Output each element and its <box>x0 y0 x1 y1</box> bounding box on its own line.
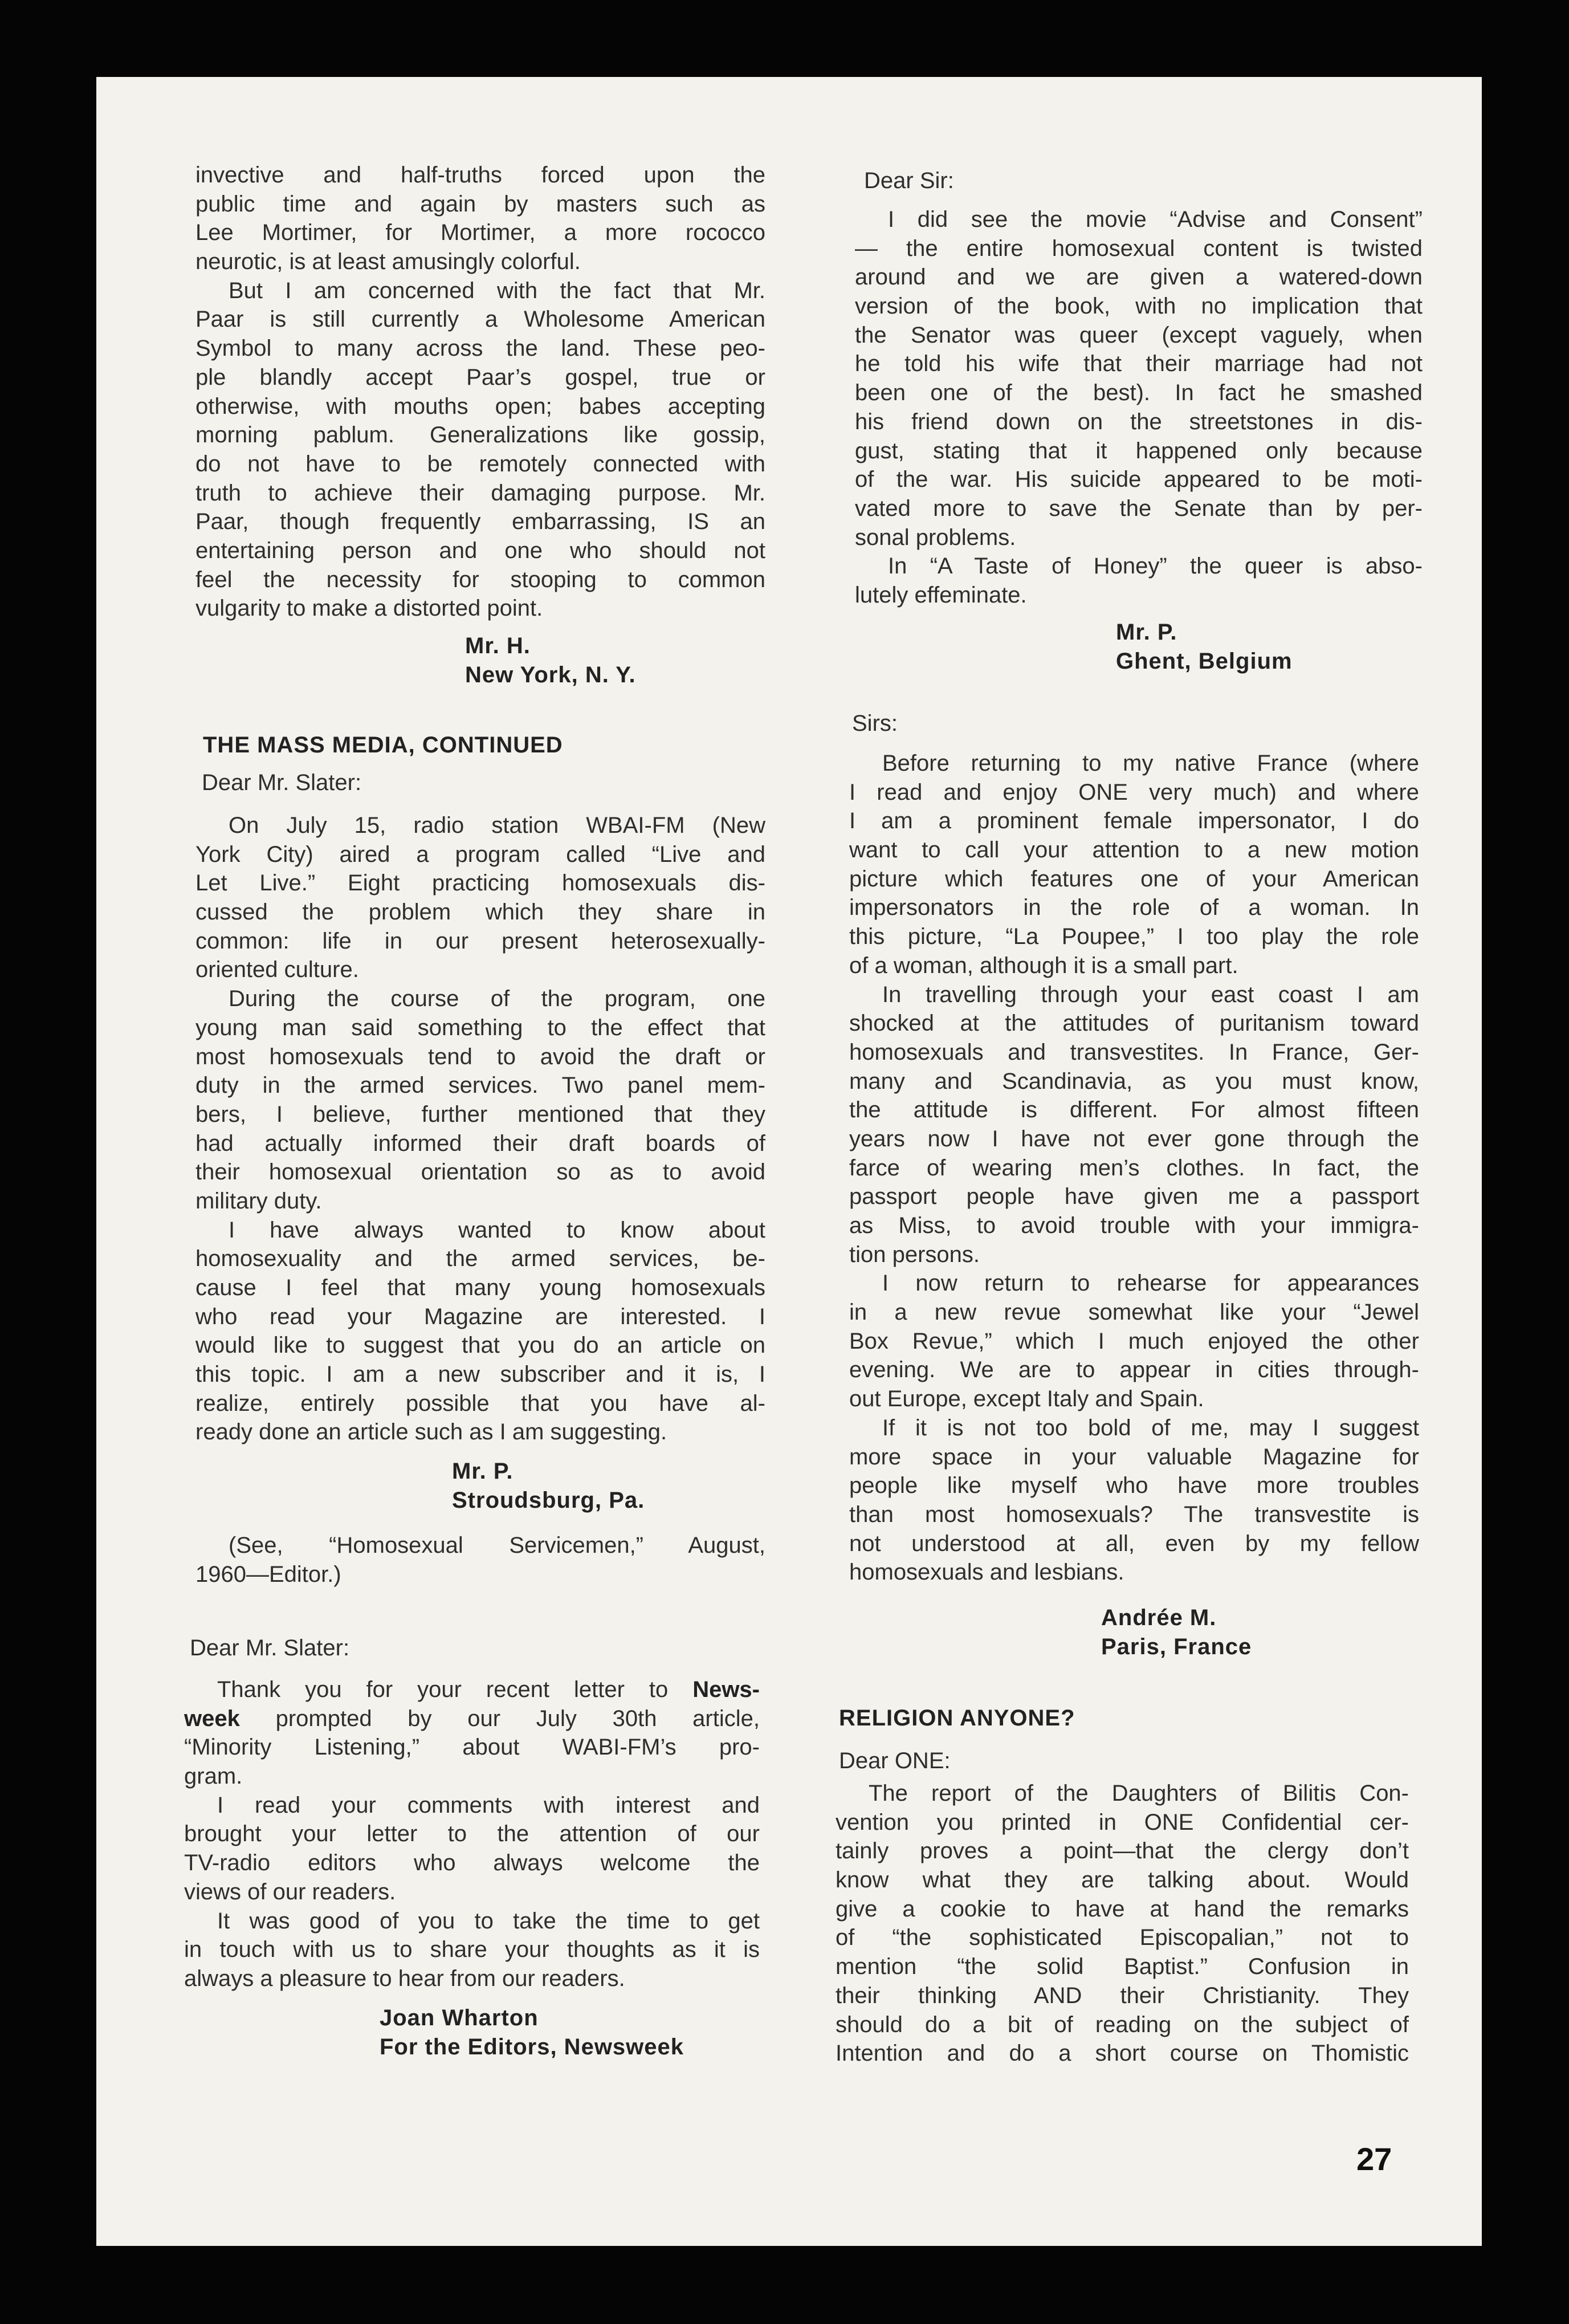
paragraph <box>195 276 765 623</box>
text-line: I now return to rehearse for appearances <box>882 1271 1419 1296</box>
signature-name: Andrée M. <box>1101 1605 1217 1630</box>
text-line: as Miss, to avoid trouble with your immigra- <box>849 1213 1419 1238</box>
text-line: impersonators in the role of a woman. In <box>849 895 1419 921</box>
text-line: gram. <box>184 1764 243 1789</box>
text-line: do not have to be remotely connected with <box>195 451 765 477</box>
section-heading-mass-media: THE MASS MEDIA, CONTINUED <box>203 732 563 758</box>
letter-body-religion <box>836 1779 1409 2068</box>
text-line: In travelling through your east coast I am <box>882 982 1419 1007</box>
text-line: homosexuality and the armed services, be- <box>195 1246 765 1272</box>
text-line: brought your letter to the attention of our <box>184 1821 760 1847</box>
text-line: people like myself who have more troubles <box>849 1473 1419 1499</box>
paragraph <box>836 1779 1409 2068</box>
text-line: Lee Mortimer, for Mortimer, a more rococco <box>195 220 765 246</box>
text-line: Before returning to my native France (where <box>882 751 1419 776</box>
text-line: should do a bit of reading on the subject of <box>836 2012 1409 2037</box>
text-line: otherwise, with mouths open; babes accepting <box>195 393 765 419</box>
text-line: common: life in our present heterosexually- <box>195 928 765 954</box>
letter-body-mr-h <box>195 161 765 623</box>
text-line: If it is not too bold of me, may I suggest <box>882 1415 1419 1440</box>
paragraph <box>195 984 765 1216</box>
text-line: this topic. I am a new subscriber and it is, I <box>195 1362 765 1387</box>
text-line: Intention and do a short course on Thomistic <box>836 2041 1409 2066</box>
text-line: gust, stating that it happened only because <box>855 438 1423 463</box>
text-line: lutely effeminate. <box>855 582 1027 608</box>
text-line: It was good of you to take the time to get <box>217 1908 760 1934</box>
text-segment: prompted by our July 30th article, <box>239 1706 760 1731</box>
text-line: their homosexual orientation so as to avoid <box>195 1159 765 1185</box>
text-line: been one of the best). In fact he smashed <box>855 380 1423 406</box>
text-line: in touch with us to share your thoughts as it is <box>184 1937 760 1963</box>
signature-location: Stroudsburg, Pa. <box>452 1488 645 1513</box>
text-line: farce of wearing men’s clothes. In fact, the <box>849 1155 1419 1181</box>
text-line: his friend down on the streetstones in dis- <box>855 409 1423 434</box>
text-line: I read and enjoy ONE very much) and where <box>849 779 1419 805</box>
text-line: entertaining person and one who should not <box>195 538 765 563</box>
text-line: In “A Taste of Honey” the queer is abso- <box>888 553 1423 579</box>
text-segment: Thank you for your recent letter to <box>217 1677 693 1702</box>
paragraph <box>855 552 1423 609</box>
paragraph <box>849 1269 1419 1413</box>
text-line: TV-radio editors who always welcome the <box>184 1850 760 1876</box>
paragraph <box>849 749 1419 980</box>
letter-body-mr-p-stroudsburg <box>195 811 765 1447</box>
letter-body-mr-p-ghent <box>855 205 1423 610</box>
text-line: in a new revue somewhat like your “Jewel <box>849 1300 1419 1325</box>
text-line: On July 15, radio station WBAI-FM (New <box>229 813 765 838</box>
text-line: around and we are given a watered-down <box>855 264 1423 290</box>
text-line: “Minority Listening,” about WABI-FM’s pro- <box>184 1735 760 1760</box>
text-line: realize, entirely possible that you have al- <box>195 1390 765 1416</box>
text-line: homosexuals and lesbians. <box>849 1560 1124 1585</box>
paragraph <box>195 161 765 276</box>
text-line: want to call your attention to a new motion <box>849 837 1419 863</box>
salutation: Dear ONE: <box>839 1748 951 1773</box>
paragraph <box>184 1675 760 1791</box>
text-line: version of the book, with no implication that <box>855 294 1423 319</box>
paragraph <box>184 1791 760 1907</box>
paragraph <box>849 1414 1419 1587</box>
text-line: ready done an article such as I am suggesting. <box>195 1419 667 1445</box>
text-line: evening. We are to appear in cities through- <box>849 1357 1419 1383</box>
signature-newsweek <box>380 2004 684 2062</box>
paragraph <box>849 980 1419 1269</box>
editor-note <box>195 1531 765 1589</box>
paragraph <box>195 811 765 984</box>
text-line: more space in your valuable Magazine for <box>849 1444 1419 1470</box>
text-line: young man said something to the effect that <box>195 1015 765 1040</box>
paragraph <box>195 1216 765 1447</box>
text-line: this picture, “La Poupee,” I too play the role <box>849 924 1419 950</box>
text-line: mention “the solid Baptist.” Confusion in <box>836 1954 1409 1980</box>
text-line: I am a prominent female impersonator, I do <box>849 808 1419 834</box>
signature-name: Joan Wharton <box>380 2005 539 2030</box>
signature-location: New York, N. Y. <box>465 662 636 687</box>
text-line: Box Revue,” which I much enjoyed the other <box>849 1328 1419 1354</box>
text-line: I read your comments with interest and <box>217 1792 760 1818</box>
text-line: the Senator was queer (except vaguely, when <box>855 322 1423 348</box>
signature-name: Mr. H. <box>465 633 531 658</box>
text-line: (See, “Homosexual Servicemen,” August, <box>229 1533 765 1558</box>
text-line: know what they are talking about. Would <box>836 1867 1409 1893</box>
text-line: give a cookie to have at hand the remarks <box>836 1896 1409 1922</box>
text-line: years now I have not ever gone through the <box>849 1126 1419 1151</box>
text-line: bers, I believe, further mentioned that they <box>195 1101 765 1127</box>
text-line: — the entire homosexual content is twisted <box>855 235 1423 261</box>
text-line: would like to suggest that you do an article on <box>195 1333 765 1358</box>
text-line: cussed the problem which they share in <box>195 900 765 925</box>
text-line: tion persons. <box>849 1242 980 1267</box>
salutation: Sirs: <box>852 711 898 736</box>
text-line: Symbol to many across the land. These peo- <box>195 336 765 361</box>
paragraph <box>184 1907 760 1993</box>
text-line: always a pleasure to hear from our readers. <box>184 1965 625 1991</box>
text-line: invective and half-truths forced upon the <box>195 162 765 188</box>
text-line: York City) aired a program called “Live and <box>195 841 765 867</box>
salutation: Dear Sir: <box>864 168 954 193</box>
text-line: passport people have given me a passport <box>849 1184 1419 1210</box>
text-line: shocked at the attitudes of puritanism toward <box>849 1011 1419 1036</box>
text-line <box>184 1704 760 1733</box>
text-line: I have always wanted to know about <box>229 1217 765 1243</box>
text-line: ple blandly accept Paar’s gospel, true or <box>195 364 765 390</box>
text-line: tainly proves a point—that the clergy don’t <box>836 1838 1409 1864</box>
text-line: many and Scandinavia, as you must know, <box>849 1068 1419 1094</box>
bold-text: week <box>184 1706 240 1731</box>
salutation: Dear Mr. Slater: <box>190 1635 350 1660</box>
text-line: public time and again by masters such as <box>195 191 765 217</box>
signature-location: Paris, France <box>1101 1634 1252 1659</box>
text-line: neurotic, is at least amusingly colorful. <box>195 249 581 275</box>
signature-mr-p-ghent <box>1116 618 1293 676</box>
text-line: not understood at all, even by my fellow <box>849 1531 1419 1556</box>
text-line: Paar, though frequently embarrassing, IS an <box>195 509 765 535</box>
paragraph <box>195 1531 765 1589</box>
salutation: Dear Mr. Slater: <box>202 770 362 795</box>
text-line: most homosexuals tend to avoid the draft or <box>195 1044 765 1069</box>
signature-name: Mr. P. <box>1116 620 1177 645</box>
text-line: cause I feel that many young homosexuals <box>195 1275 765 1300</box>
text-line: Paar is still currently a Wholesome American <box>195 307 765 332</box>
text-line: oriented culture. <box>195 957 359 983</box>
text-line: he told his wife that their marriage had not <box>855 351 1423 377</box>
text-line: The report of the Daughters of Bilitis Con- <box>869 1781 1409 1806</box>
page-number: 27 <box>1356 2141 1392 2177</box>
text-line: During the course of the program, one <box>229 986 765 1012</box>
text-line: homosexuals and transvestites. In France, Ger- <box>849 1039 1419 1065</box>
signature-name: Mr. P. <box>452 1459 514 1484</box>
signature-mr-h <box>465 632 636 690</box>
text-line: views of our readers. <box>184 1879 396 1904</box>
text-line: who read your Magazine are interested. I <box>195 1304 765 1329</box>
text-line: of “the sophisticated Episcopalian,” not to <box>836 1925 1409 1951</box>
text-line: I did see the movie “Advise and Consent” <box>888 207 1423 232</box>
text-line: But I am concerned with the fact that Mr. <box>229 278 765 303</box>
text-line: their thinking AND their Christianity. They <box>836 1983 1409 2008</box>
text-line: vulgarity to make a distorted point. <box>195 596 543 621</box>
text-line: duty in the armed services. Two panel mem- <box>195 1073 765 1098</box>
signature-andree-m <box>1101 1603 1252 1662</box>
paragraph <box>855 205 1423 552</box>
text-line: vention you printed in ONE Confidential cer- <box>836 1809 1409 1835</box>
text-line: feel the necessity for stooping to common <box>195 567 765 592</box>
text-line: truth to achieve their damaging purpose. Mr. <box>195 480 765 506</box>
letter-body-andree-m <box>849 749 1419 1587</box>
text-line: out Europe, except Italy and Spain. <box>849 1386 1204 1412</box>
text-line: Let Live.” Eight practicing homosexuals dis- <box>195 870 765 896</box>
signature-mr-p-stroudsburg <box>452 1457 645 1515</box>
text-line: the attitude is different. For almost fifteen <box>849 1097 1419 1123</box>
text-line: picture which features one of your American <box>849 866 1419 892</box>
text-line: had actually informed their draft boards of <box>195 1130 765 1156</box>
text-line: than most homosexuals? The transvestite is <box>849 1501 1419 1527</box>
letter-body-newsweek <box>184 1675 760 1993</box>
text-line <box>184 1675 760 1704</box>
text-line: 1960—Editor.) <box>195 1561 341 1587</box>
bold-text: News- <box>692 1677 760 1702</box>
signature-location: Ghent, Belgium <box>1116 649 1293 674</box>
text-line: of a woman, although it is a small part. <box>849 953 1238 978</box>
text-line: military duty. <box>195 1188 322 1214</box>
text-line: morning pablum. Generalizations like gossip, <box>195 422 765 448</box>
text-line: sonal problems. <box>855 524 1016 550</box>
section-heading-religion: RELIGION ANYONE? <box>839 1706 1075 1731</box>
signature-location: For the Editors, Newsweek <box>380 2034 684 2060</box>
text-line: vated more to save the Senate than by per- <box>855 495 1423 521</box>
text-line: of the war. His suicide appeared to be moti- <box>855 467 1423 493</box>
